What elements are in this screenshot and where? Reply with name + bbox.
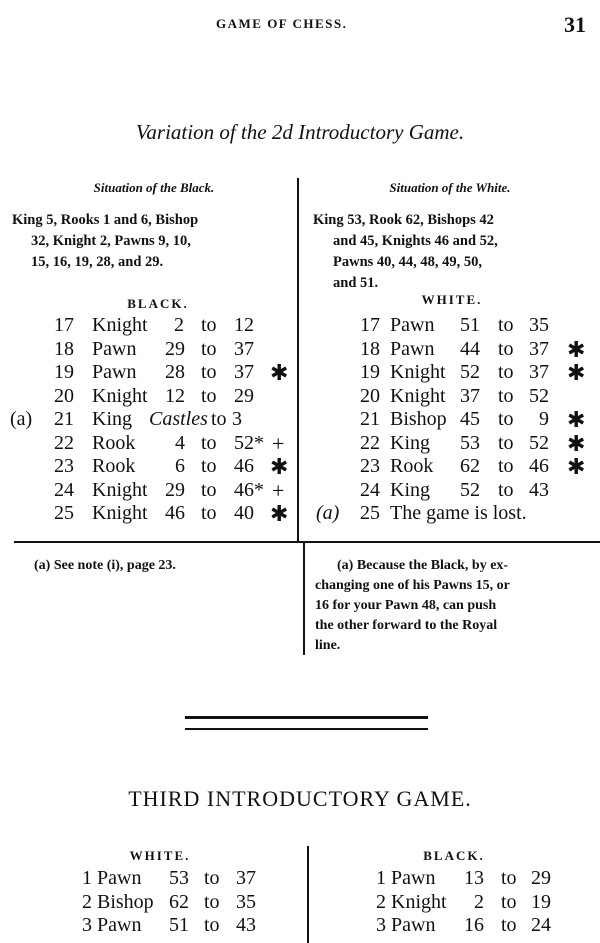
move-dest: 35 <box>529 314 549 336</box>
move-number: 2 <box>376 890 386 913</box>
move-row <box>299 314 600 338</box>
notes-rule <box>14 541 600 543</box>
move-row <box>299 455 600 479</box>
move-number: 24 <box>54 478 74 501</box>
move-to: to <box>201 478 217 501</box>
move-mark: ✱ <box>270 360 289 385</box>
move-label: (a) <box>10 408 33 430</box>
move-number: 24 <box>360 478 380 501</box>
move-number: 18 <box>54 337 74 360</box>
third-white-heading: WHITE. <box>129 848 191 863</box>
move-piece: King <box>390 431 430 454</box>
move-dest: 3 <box>232 408 242 430</box>
move-number: 17 <box>54 314 74 336</box>
move-dest: 46 <box>529 455 549 477</box>
move-dest: 52 <box>529 431 549 454</box>
situation-line: Pawns 40, 44, 48, 49, 50, <box>333 254 483 270</box>
move-number: 25 <box>360 502 380 524</box>
move-row <box>309 914 600 938</box>
move-dest: 37 <box>529 361 549 383</box>
move-row <box>299 408 600 432</box>
move-dest: 46 <box>234 455 254 477</box>
move-from: 62 <box>460 455 480 477</box>
move-row <box>0 432 297 456</box>
move-row <box>299 432 600 456</box>
note-line: (a) Because the Black, by ex- <box>337 558 509 573</box>
move-number: 19 <box>360 361 380 383</box>
situation-white-heading: Situation of the White. <box>389 180 511 195</box>
move-row <box>299 338 600 362</box>
move-to: to <box>201 337 217 360</box>
third-game-title: THIRD INTRODUCTORY GAME. <box>128 786 472 811</box>
move-row <box>0 867 306 891</box>
move-row <box>0 891 306 915</box>
move-dest: 37 <box>529 337 549 360</box>
move-row <box>299 479 600 503</box>
move-from: 2 <box>474 890 484 913</box>
white-column-heading: WHITE. <box>421 292 483 307</box>
move-from: 62 <box>169 890 189 913</box>
move-from: 29 <box>165 478 185 501</box>
move-dest: 29 <box>234 384 254 407</box>
move-mark: ✱ <box>567 407 586 432</box>
move-number: 19 <box>54 361 74 383</box>
move-label: (a) <box>316 502 340 524</box>
move-row <box>309 867 600 891</box>
move-mark: ✱ <box>270 501 289 526</box>
note-right <box>315 556 597 656</box>
white-moves <box>299 314 600 526</box>
move-from: 46 <box>165 502 185 524</box>
situation-line: King 5, Rooks 1 and 6, Bishop <box>12 212 199 228</box>
note-line: 16 for your Pawn 48, can push <box>315 598 497 613</box>
move-row <box>299 502 600 526</box>
situation-black-text <box>12 210 294 273</box>
move-mark: ✱ <box>567 336 586 362</box>
move-to: to <box>201 314 217 336</box>
move-to: to <box>211 408 227 430</box>
move-dest: 37 <box>234 361 254 383</box>
third-white-moves <box>0 867 306 938</box>
move-to: to <box>204 867 220 889</box>
variation-title: Variation of the 2d Introductory Game. <box>135 120 465 144</box>
move-piece: Pawn <box>390 314 435 336</box>
move-mark: ✱ <box>567 430 586 456</box>
move-to: to <box>501 890 517 913</box>
move-number: 18 <box>360 337 380 360</box>
move-dest: 52 <box>529 384 549 407</box>
move-number: 23 <box>360 455 380 477</box>
move-to: to <box>498 384 514 407</box>
move-dest: 37 <box>236 867 256 889</box>
move-to: to <box>498 478 514 501</box>
move-to: to <box>201 431 217 454</box>
move-number: 20 <box>54 384 74 407</box>
move-from: 52 <box>460 478 480 501</box>
move-piece: Pawn <box>390 337 435 360</box>
notes-center-rule <box>303 543 305 655</box>
move-from: 51 <box>460 314 480 336</box>
move-piece: Pawn <box>97 867 142 889</box>
move-to: to <box>201 384 217 407</box>
situation-line: 15, 16, 19, 28, and 29. <box>31 254 164 270</box>
move-number: 3 <box>82 914 92 936</box>
move-to: to <box>204 914 220 936</box>
move-row <box>0 361 297 385</box>
move-number: 20 <box>360 384 380 407</box>
situation-black-heading: Situation of the Black. <box>93 180 215 195</box>
move-from: 52 <box>460 361 480 383</box>
move-from: 53 <box>460 431 480 454</box>
move-number: 21 <box>54 408 74 430</box>
note-line: line. <box>315 638 341 653</box>
move-piece: Pawn <box>391 867 436 889</box>
third-black-heading: BLACK. <box>423 848 485 863</box>
move-from: 29 <box>165 337 185 360</box>
move-piece: Pawn <box>92 361 137 383</box>
move-number: 1 <box>376 867 386 889</box>
move-dest: 52* <box>234 431 264 454</box>
third-black-moves <box>309 867 600 938</box>
move-from: 12 <box>165 384 185 407</box>
move-dest: 19 <box>531 890 551 913</box>
situation-line: 32, Knight 2, Pawns 9, 10, <box>31 233 191 249</box>
move-mark: ✱ <box>567 454 586 479</box>
move-row <box>0 914 306 938</box>
move-from: 16 <box>464 914 484 936</box>
move-number: 21 <box>360 408 380 430</box>
move-piece: Bishop <box>97 890 154 913</box>
note-left <box>34 556 296 576</box>
move-dest: 12 <box>234 314 254 336</box>
move-piece: Knight <box>390 361 446 383</box>
move-to: to <box>498 337 514 360</box>
situation-line: and 51. <box>333 275 379 291</box>
move-dest: 37 <box>234 337 254 360</box>
move-piece: King <box>92 408 132 430</box>
move-to: to <box>501 867 517 889</box>
black-column-heading: BLACK. <box>127 296 189 311</box>
move-from: 53 <box>169 867 189 889</box>
move-number: 22 <box>54 431 74 454</box>
move-to: to <box>201 455 217 477</box>
move-from: 45 <box>460 408 480 430</box>
move-number: 3 <box>376 914 386 936</box>
move-from: 4 <box>175 431 185 454</box>
move-from: 37 <box>460 384 480 407</box>
move-number: 23 <box>54 455 74 477</box>
page-title: GAME OF CHESS. <box>216 16 348 31</box>
move-piece: Knight <box>391 890 447 913</box>
running-head <box>0 14 600 38</box>
move-number: 1 <box>82 867 92 889</box>
move-to: to <box>204 890 220 913</box>
section-separator <box>185 716 428 730</box>
move-piece: Knight <box>92 314 148 336</box>
move-piece: Pawn <box>391 914 436 936</box>
move-row <box>0 502 297 526</box>
move-from: 51 <box>169 914 189 936</box>
move-piece: Knight <box>390 384 446 407</box>
move-piece: The game is lost. <box>390 502 527 524</box>
move-number: 25 <box>54 502 74 524</box>
move-piece: Knight <box>92 478 148 501</box>
move-number: 22 <box>360 431 380 454</box>
move-to: to <box>498 408 514 430</box>
note-line: changing one of his Pawns 15, or <box>315 578 510 593</box>
move-to: to <box>498 455 514 477</box>
situation-line: King 53, Rook 62, Bishops 42 <box>313 212 494 228</box>
move-from: 13 <box>464 867 484 889</box>
move-to: to <box>498 361 514 383</box>
move-from: 44 <box>460 337 480 360</box>
move-to: to <box>498 431 514 454</box>
move-row <box>299 385 600 409</box>
page-number: 31 <box>564 12 586 37</box>
move-dest: 40 <box>234 502 254 524</box>
situation-line: and 45, Knights 46 and 52, <box>333 233 498 249</box>
move-piece: Knight <box>92 502 148 524</box>
move-dest: 43 <box>529 478 549 501</box>
black-moves <box>0 314 297 526</box>
move-from: 2 <box>174 314 184 336</box>
move-piece: Pawn <box>97 914 142 936</box>
move-mark: + <box>272 477 285 503</box>
move-row <box>0 385 297 409</box>
move-row <box>0 314 297 338</box>
move-piece: Bishop <box>390 408 447 430</box>
move-piece: Rook <box>390 455 434 477</box>
move-row <box>0 338 297 362</box>
move-mark: ✱ <box>270 454 289 479</box>
move-piece: King <box>390 478 430 501</box>
move-piece: Pawn <box>92 337 137 360</box>
move-dest: 35 <box>236 890 256 913</box>
move-number: 17 <box>360 314 380 336</box>
situation-white-text <box>313 210 598 294</box>
move-dest: 29 <box>531 867 551 889</box>
move-mark: ✱ <box>567 360 586 385</box>
move-piece: Rook <box>92 431 136 454</box>
move-to: to <box>201 361 217 383</box>
move-piece: Rook <box>92 455 136 477</box>
move-row <box>299 361 600 385</box>
move-row <box>0 479 297 503</box>
move-row <box>309 891 600 915</box>
move-to: to <box>498 314 514 336</box>
note-line: the other forward to the Royal <box>315 618 498 633</box>
move-from: 6 <box>175 455 185 477</box>
move-to: to <box>201 502 217 524</box>
move-dest: 46* <box>234 478 264 501</box>
move-piece: Knight <box>92 384 148 407</box>
move-mark: + <box>272 430 285 456</box>
move-dest: 9 <box>539 408 549 430</box>
move-dest: 43 <box>236 914 256 936</box>
move-dest: 24 <box>531 914 551 936</box>
note-line: (a) See note (i), page 23. <box>34 558 176 573</box>
move-number: 2 <box>82 890 92 913</box>
move-from: 28 <box>165 361 185 383</box>
move-to: to <box>501 914 517 936</box>
move-row <box>0 455 297 479</box>
move-from: Castles <box>149 408 208 430</box>
move-row <box>0 408 297 432</box>
